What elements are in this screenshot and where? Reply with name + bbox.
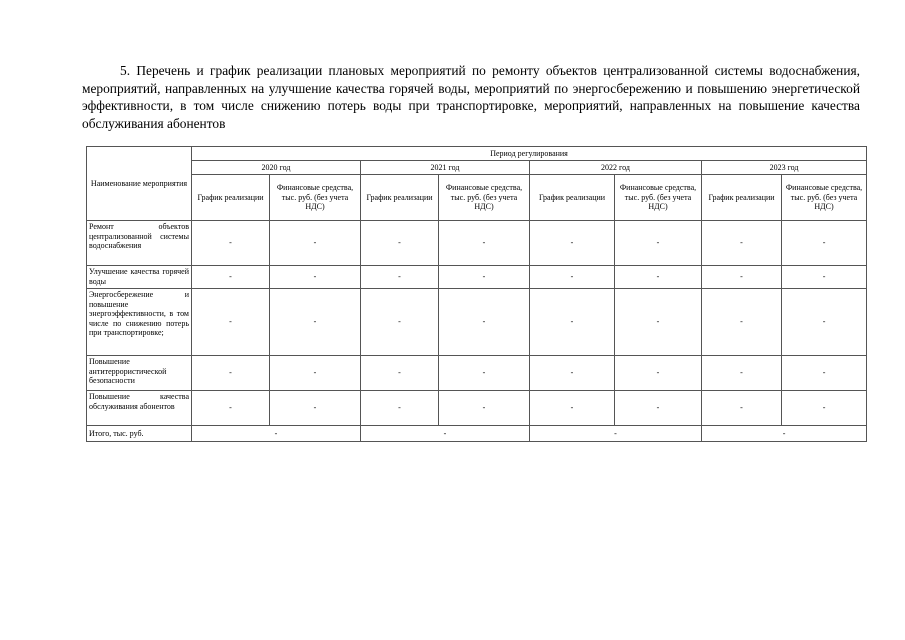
total-cell: - [702,426,867,442]
table-row [87,266,867,289]
table-cell: - [270,289,361,356]
heading-number: 5. [120,63,131,78]
table-cell: - [361,221,439,266]
table-cell: - [361,391,439,426]
plan-table [86,146,867,442]
table-cell: - [439,289,530,356]
header-row-years [87,161,867,175]
table-cell: - [782,221,867,266]
year-header: 2023 год [702,161,867,175]
total-cell: - [361,426,530,442]
heading-text: Перечень и график реализации плановых мероприятий по ремонту объектов централизованной системы водоснабжения, мероприятий, направленных на улучшение качества горячей воды, мероприятий по энергосбережению и повышению энергетической эффективности, в том числе снижению потерь воды при транспортировке, мероприятий, направленных на повышение качества обслуживания абонентов [82,63,860,131]
table-row [87,356,867,391]
table-cell: - [702,356,782,391]
table-cell: - [615,356,702,391]
table-cell: - [361,266,439,289]
table-cell: - [782,289,867,356]
column-header-name: Наименование мероприятия [87,147,192,221]
table-cell: - [702,221,782,266]
table-cell: - [782,391,867,426]
table-cell: - [782,266,867,289]
year-header: 2022 год [530,161,702,175]
table-cell: - [615,289,702,356]
subheader-funds: Финансовые средства, тыс. руб. (без учета НДС) [615,175,702,221]
subheader-schedule: График реализации [192,175,270,221]
table-cell: - [192,221,270,266]
total-cell: - [530,426,702,442]
table-row [87,289,867,356]
table-cell: - [270,266,361,289]
table-cell: - [439,266,530,289]
row-name: Улучшение качества горячей воды [87,266,192,289]
subheader-schedule: График реализации [361,175,439,221]
table-cell: - [530,391,615,426]
table-cell: - [192,289,270,356]
table-cell: - [439,391,530,426]
table-cell: - [270,356,361,391]
header-row-period [87,147,867,161]
section-heading [82,62,860,132]
table-row [87,221,867,266]
header-row-subcolumns [87,175,867,221]
table-cell: - [439,356,530,391]
table-cell: - [702,391,782,426]
subheader-schedule: График реализации [702,175,782,221]
table-cell: - [361,289,439,356]
subheader-funds: Финансовые средства, тыс. руб. (без учета НДС) [439,175,530,221]
table-row [87,391,867,426]
subheader-funds: Финансовые средства, тыс. руб. (без учета НДС) [782,175,867,221]
table-cell: - [439,221,530,266]
year-header: 2021 год [361,161,530,175]
year-header: 2020 год [192,161,361,175]
table-cell: - [702,266,782,289]
row-name: Энергосбережение и повышение энергоэффективности, в том числе по снижению потерь при транспортировке; [87,289,192,356]
table-cell: - [361,356,439,391]
total-cell: - [192,426,361,442]
table-cell: - [530,266,615,289]
column-header-period: Период регулирования [192,147,867,161]
subheader-funds: Финансовые средства, тыс. руб. (без учета НДС) [270,175,361,221]
table-cell: - [192,391,270,426]
table-cell: - [615,391,702,426]
table-cell: - [615,266,702,289]
table-cell: - [530,221,615,266]
table-cell: - [530,356,615,391]
table-cell: - [270,221,361,266]
table-cell: - [782,356,867,391]
table-cell: - [530,289,615,356]
row-name: Повышение антитеррористической безопасности [87,356,192,391]
table-cell: - [270,391,361,426]
total-row [87,426,867,442]
subheader-schedule: График реализации [530,175,615,221]
row-name: Повышение качества обслуживания абонентов [87,391,192,426]
table-cell: - [615,221,702,266]
table-cell: - [192,356,270,391]
table-cell: - [702,289,782,356]
table-cell: - [192,266,270,289]
total-label: Итого, тыс. руб. [87,426,192,442]
row-name: Ремонт объектов централизованной системы водоснабжения [87,221,192,266]
